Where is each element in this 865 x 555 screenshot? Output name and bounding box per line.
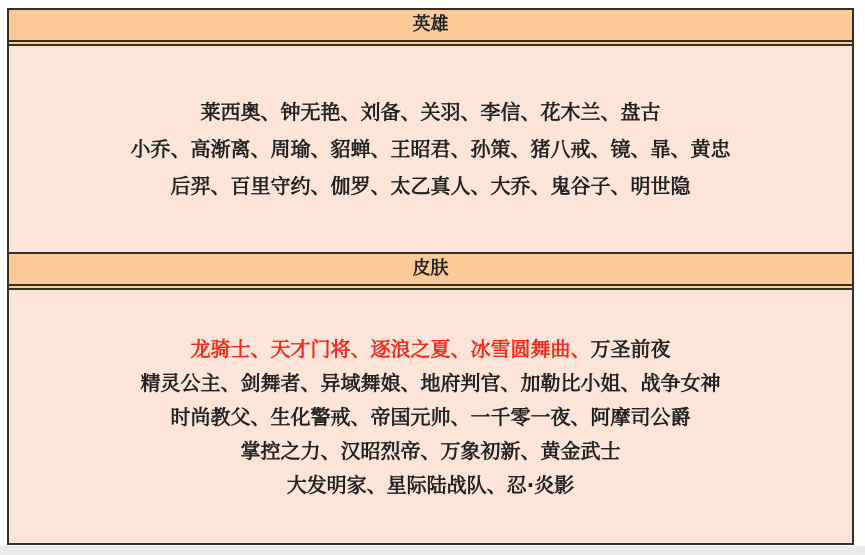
heroes-section-header: [9, 10, 852, 46]
skin-line-2: 精灵公主、剑舞者、异域舞娘、地府判官、加勒比小姐、战争女神: [140, 370, 721, 395]
hero-skin-table: [7, 8, 854, 545]
skin-line-5: 大发明家、星际陆战队、忍·炎影: [286, 472, 575, 497]
hero-line-2: 小乔、高渐离、周瑜、貂蝉、王昭君、孙策、猪八戒、镜、暃、黄忠: [130, 136, 731, 161]
bottom-strip: [0, 546, 865, 555]
heroes-list: [9, 46, 852, 252]
hero-line-3: 后羿、百里守约、伽罗、太乙真人、大乔、鬼谷子、明世隐: [170, 173, 691, 198]
skin-line-4: 掌控之力、汉昭烈帝、万象初新、黄金武士: [240, 438, 621, 463]
skins-section-header: [9, 252, 852, 290]
skin-line-1: [191, 332, 671, 366]
skin-line-1-highlight: 龙骑士、天才门将、逐浪之夏、冰雪圆舞曲、: [190, 336, 591, 361]
heroes-header-label: 英雄: [412, 14, 449, 35]
skin-line-3: 时尚教父、生化警戒、帝国元帅、一千零一夜、阿摩司公爵: [170, 404, 691, 429]
hero-line-1: 莱西奥、钟无艳、刘备、关羽、李信、花木兰、盘古: [200, 99, 661, 124]
skins-list: [9, 290, 852, 543]
skin-line-1-rest: 万圣前夜: [590, 336, 671, 361]
skins-header-label: 皮肤: [412, 258, 449, 279]
